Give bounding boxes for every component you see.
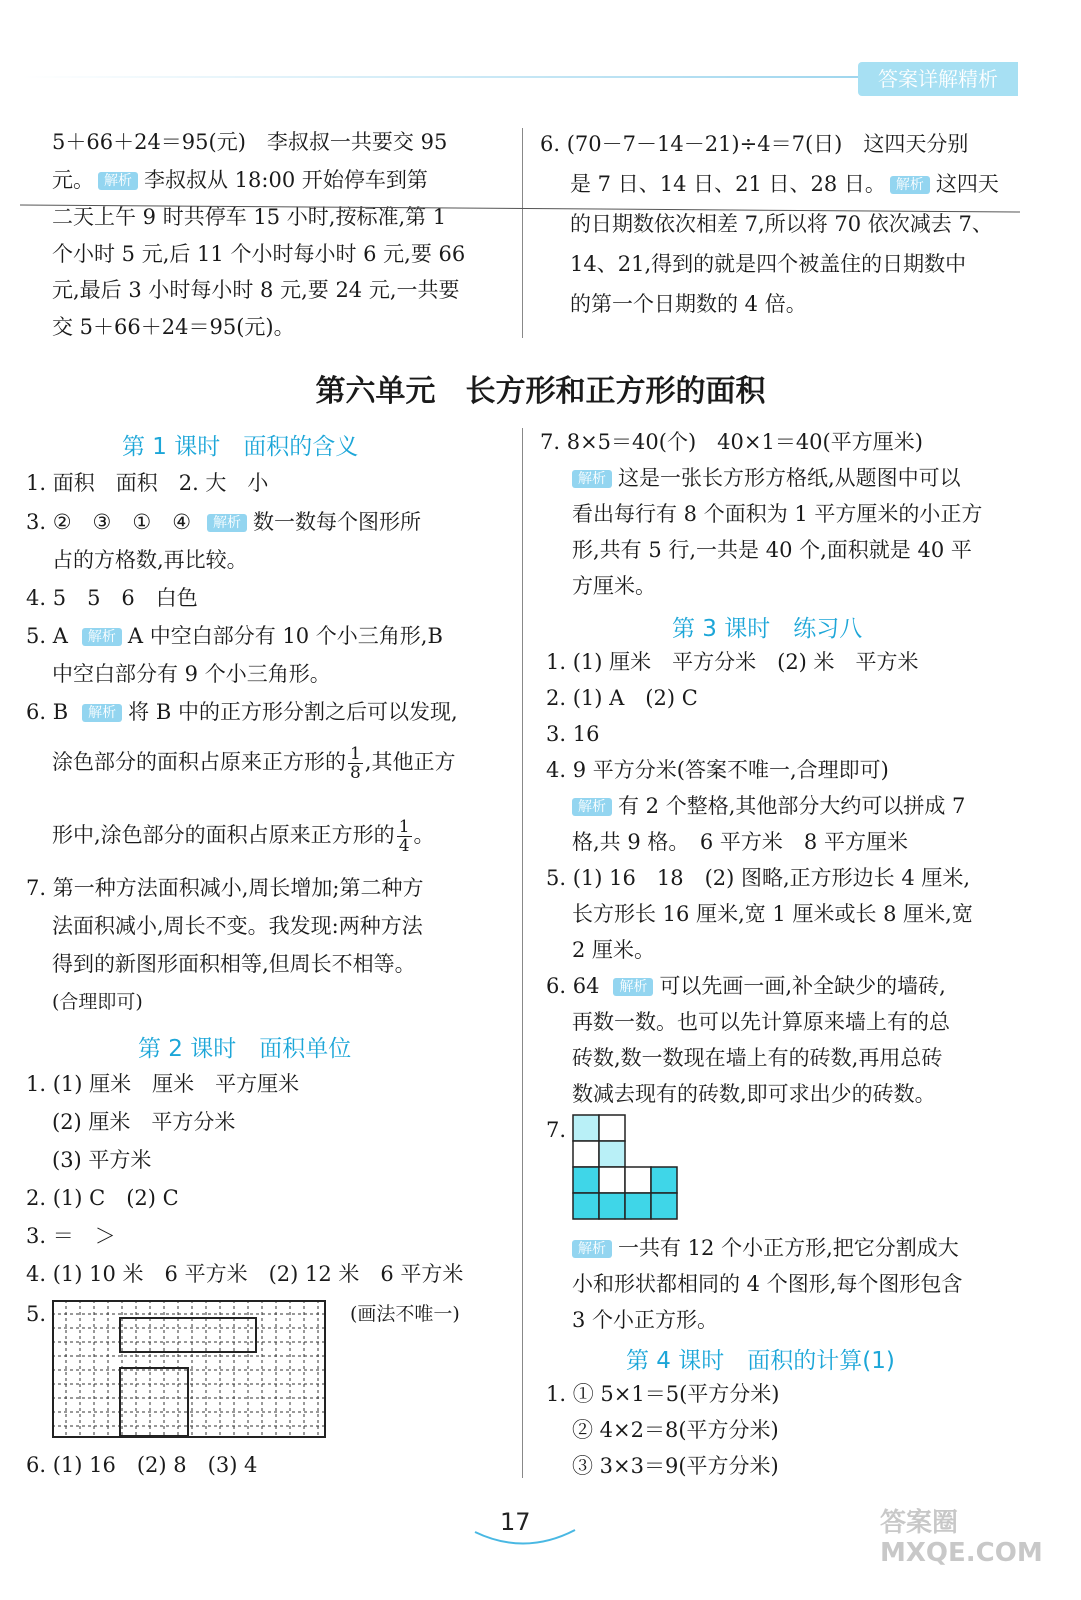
l-line: 7. 第一种方法面积减小,周长增加;第二种方 — [26, 876, 424, 900]
r-line: 数减去现有的砖数,即可求出少的砖数。 — [572, 1082, 936, 1106]
watermark: 答案圈 MXQE.COM — [880, 1508, 1043, 1568]
r-line: 小和形状都相同的 4 个图形,每个图形包含 — [572, 1272, 963, 1296]
r-line: ② 4×2＝8(平方分米) — [572, 1418, 779, 1442]
analysis-tag: 解析 — [890, 176, 930, 194]
r-line — [572, 1236, 959, 1260]
l-line: 得到的新图形面积相等,但周长不相等。 — [52, 952, 416, 976]
l-line: 4. (1) 10 米 6 平方米 (2) 12 米 6 平方米 — [26, 1262, 464, 1286]
tile-figure — [572, 1114, 680, 1222]
l-line — [52, 745, 456, 782]
r-line: 2 厘米。 — [572, 938, 656, 962]
r-line: 格,共 9 格。 6 平方米 8 平方厘米 — [572, 830, 908, 854]
column-divider-top — [522, 128, 523, 338]
l-line: 4. 5 5 6 白色 — [26, 586, 198, 610]
text: 6. B — [26, 700, 69, 724]
text: ,其他正方 — [364, 750, 456, 774]
top-right-line-5: 的第一个日期数的 4 倍。 — [570, 292, 807, 316]
text2: 这四天 — [935, 172, 999, 196]
l-line — [26, 624, 443, 648]
r-line: 5. (1) 16 18 (2) 图略,正方形边长 4 厘米, — [546, 866, 971, 890]
section-lesson-2: 第 2 课时 面积单位 — [138, 1036, 352, 1062]
analysis-tag: 解析 — [572, 1240, 612, 1258]
fraction-1-4: $\frac{1}{4}$ — [398, 817, 410, 856]
text: 5. A — [26, 624, 68, 648]
text: 6. 64 — [546, 974, 600, 998]
r-line — [572, 794, 965, 818]
r-line: 3. 16 — [546, 722, 600, 746]
r-line: 方厘米。 — [572, 574, 656, 598]
l-line: 3. ＝ ＞ — [26, 1224, 116, 1248]
text: 李叔叔从 18:00 开始停车到第 — [144, 168, 428, 192]
l-line: (合理即可) — [52, 991, 143, 1013]
text: A 中空白部分有 10 个小三角形,B — [127, 624, 443, 648]
analysis-tag: 解析 — [572, 470, 612, 488]
text: 形中,涂色部分的面积占原来正方形的 — [52, 823, 395, 847]
analysis-tag: 解析 — [82, 628, 122, 646]
l-line: (2) 厘米 平方分米 — [52, 1110, 236, 1134]
section-lesson-1: 第 1 课时 面积的含义 — [122, 434, 359, 460]
l-line — [26, 510, 421, 534]
l-line: (画法不唯一) — [350, 1303, 460, 1325]
top-left-line-2 — [52, 168, 428, 192]
analysis-tag: 解析 — [613, 978, 653, 996]
top-left-line-4: 个小时 5 元,后 11 个小时每小时 6 元,要 66 — [52, 242, 466, 266]
l-line: 2. (1) C (2) C — [26, 1186, 179, 1210]
top-left-line-6: 交 5＋66＋24＝95(元)。 — [52, 315, 295, 339]
r-line: 4. 9 平方分米(答案不唯一,合理即可) — [546, 758, 889, 782]
top-right-line-1: 6. (70－7－14－21)÷4＝7(日) 这四天分别 — [540, 132, 969, 156]
r-line: 2. (1) A (2) C — [546, 686, 698, 710]
r-line: 形,共有 5 行,一共是 40 个,面积就是 40 平 — [572, 538, 972, 562]
r-line: 7. — [546, 1118, 567, 1142]
text: 这是一张长方形方格纸,从题图中可以 — [618, 466, 961, 490]
top-right-line-4: 14、21,得到的就是四个被盖住的日期数中 — [570, 252, 967, 276]
r-line — [572, 466, 961, 490]
r-line: ③ 3×3＝9(平方分米) — [572, 1454, 779, 1478]
l-line: 法面积减小,周长不变。我发现:两种方法 — [52, 914, 423, 938]
r-line — [546, 974, 946, 998]
l-line — [52, 818, 435, 855]
l-line: (3) 平方米 — [52, 1148, 152, 1172]
l-line: 中空白部分有 9 个小三角形。 — [52, 662, 331, 686]
l-line: 6. (1) 16 (2) 8 (3) 4 — [26, 1453, 258, 1477]
l-line: 1. 面积 面积 2. 大 小 — [26, 471, 269, 495]
l-line: 占的方格数,再比较。 — [52, 548, 248, 572]
text: 是 7 日、14 日、21 日、28 日。 — [570, 172, 886, 196]
text: 数一数每个图形所 — [253, 510, 422, 534]
section-lesson-3: 第 3 课时 练习八 — [672, 616, 863, 642]
r-line: 再数一数。也可以先计算原来墙上有的总 — [572, 1010, 950, 1034]
r-line: 1. (1) 厘米 平方分米 (2) 米 平方米 — [546, 650, 919, 674]
prefix: 元。 — [52, 168, 94, 192]
analysis-tag: 解析 — [207, 514, 247, 532]
header-rule — [22, 76, 862, 78]
section-lesson-4: 第 4 课时 面积的计算(1) — [626, 1348, 895, 1374]
text: 有 2 个整格,其他部分大约可以拼成 7 — [618, 794, 966, 818]
r-line: 看出每行有 8 个面积为 1 平方厘米的小正方 — [572, 502, 983, 526]
r-line: 1. ① 5×1＝5(平方分米) — [546, 1382, 780, 1406]
analysis-tag: 解析 — [98, 172, 138, 190]
text: 一共有 12 个小正方形,把它分割成大 — [618, 1236, 959, 1260]
top-left-line-1: 5＋66＋24＝95(元) 李叔叔一共要交 95 — [52, 130, 448, 154]
l-line: 1. (1) 厘米 厘米 平方厘米 — [26, 1072, 300, 1096]
text: 涂色部分的面积占原来正方形的 — [52, 750, 346, 774]
text: 可以先画一画,补全缺少的墙砖, — [659, 974, 946, 998]
r-line: 砖数,数一数现在墙上有的砖数,再用总砖 — [572, 1046, 943, 1070]
r-line: 7. 8×5＝40(个) 40×1＝40(平方厘米) — [540, 430, 923, 454]
l-line: 5. — [26, 1302, 47, 1326]
r-line: 长方形长 16 厘米,宽 1 厘米或长 8 厘米,宽 — [572, 902, 973, 926]
fraction-1-8: $\frac{1}{8}$ — [350, 744, 361, 783]
header-badge: 答案详解精析 — [858, 62, 1018, 96]
r-line: 3 个小正方形。 — [572, 1308, 719, 1332]
l-line — [26, 700, 458, 724]
unit-title: 第六单元 长方形和正方形的面积 — [315, 374, 766, 409]
top-right-line-2 — [570, 172, 999, 196]
text: 3. ② ③ ① ④ — [26, 510, 192, 534]
text: 。 — [413, 823, 435, 847]
column-divider — [522, 428, 523, 1478]
page-swoosh — [470, 1520, 580, 1550]
analysis-tag: 解析 — [82, 704, 122, 722]
text: 将 B 中的正方形分割之后可以发现, — [128, 700, 458, 724]
page-number: 17 — [500, 1508, 531, 1536]
top-left-line-5: 元,最后 3 小时每小时 8 元,要 24 元,一共要 — [52, 278, 460, 302]
analysis-tag: 解析 — [572, 798, 612, 816]
grid-figure — [52, 1300, 326, 1438]
top-left-line-3: 二天上午 9 时共停车 15 小时,按标准,第 1 — [52, 205, 447, 229]
top-right-line-3: 的日期数依次相差 7,所以将 70 依次减去 7、 — [570, 212, 993, 236]
